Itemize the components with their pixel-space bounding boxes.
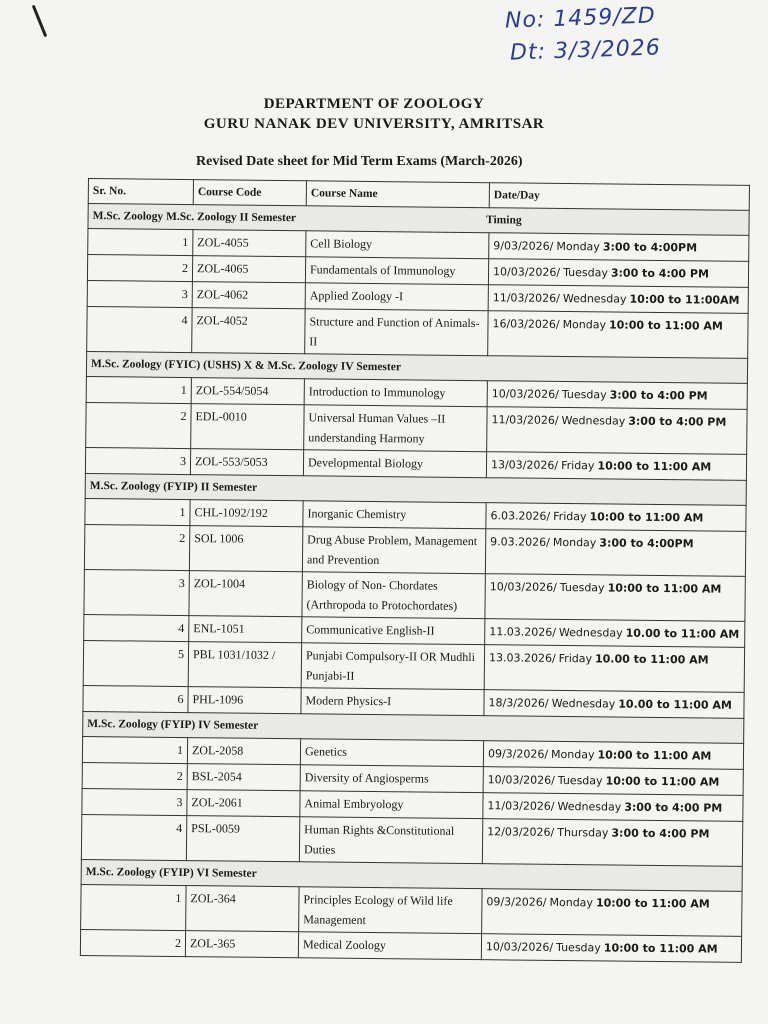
exam-date: 13/03/2026/ [490,458,559,472]
header-course-name: Course Name [306,181,489,208]
date-day-cell [485,619,745,648]
exam-date: 10/03/2026/ [491,387,559,401]
exam-date: 9/03/2026/ [493,239,554,253]
sr-no-cell: 5 [83,640,188,686]
course-name-cell: Genetics [300,739,483,767]
course-code-cell: ZOL-2061 [187,790,300,817]
exam-time: 10:00 to 11:00 AM [597,748,712,763]
exam-day: Tuesday [561,387,607,402]
section-title: M.Sc. Zoology (FYIC) (USHS) X & M.Sc. Zoology IV Semester [90,358,402,374]
exam-date: 09/3/2026/ [487,747,549,761]
date-day-cell [486,452,746,481]
exam-time: 10:00 to 11:00 AM [607,581,722,596]
course-name-cell: Fundamentals of Immunology [305,257,488,285]
course-name-cell: Inorganic Chemistry [303,501,486,529]
course-code-cell: BSL-2054 [187,764,300,791]
course-name-cell: Universal Human Values –II understanding Harmony [304,405,487,452]
exam-time: 10:00 to 11:00 AM [595,896,710,911]
exam-time: 3:00 to 4:00 PM [610,266,710,281]
course-name-cell: Diversity of Angiosperms [300,765,483,793]
exam-day: Wednesday [562,291,627,306]
course-name-cell: Communicative English-II [302,617,485,645]
exam-time: 10.00 to 11:00 AM [618,697,732,712]
date-day-cell [485,529,745,577]
date-day-cell [482,889,742,937]
course-code-cell: ZOL-2058 [187,738,300,765]
exam-time: 3:00 to 4:00 PM [611,826,710,841]
course-code-cell: ZOL-4065 [192,256,305,283]
sr-no-cell: 1 [85,498,190,525]
exam-day: Monday [556,239,600,254]
exam-time: 10:00 to 11:00 AM [603,941,718,956]
sr-no-cell: 2 [87,255,192,282]
section-title: M.Sc. Zoology M.Sc. Zoology II Semester [92,210,297,225]
course-name-cell: Modern Physics-I [301,688,484,716]
handwritten-ref-number: No: 1459/ZD [504,3,657,34]
exam-date: 10/03/2026/ [487,773,555,787]
course-name-cell: Biology of Non- Chordates (Arthropoda to Protochordates) [302,572,485,619]
date-day-cell [488,311,748,359]
sr-no-cell: 4 [84,614,189,641]
course-code-cell: ZOL-4062 [192,282,305,309]
date-day-cell [483,793,743,822]
exam-day: Friday [553,509,587,524]
table-row [83,640,744,692]
exam-day: Thursday [557,825,609,840]
exam-time: 10.00 to 11:00 AM [594,652,709,667]
sr-no-cell: 3 [84,569,189,615]
course-name-cell: Drug Abuse Problem, Management and Prevention [302,527,485,574]
sr-no-cell: 1 [82,736,187,763]
datesheet-table [80,178,750,963]
course-code-cell: ZOL-4055 [193,230,306,257]
sr-no-cell: 4 [87,306,192,352]
exam-day: Tuesday [559,580,605,595]
exam-date: 09/3/2026/ [486,895,547,909]
exam-date: 10/03/2026/ [485,940,554,954]
header-sr-no: Sr. No. [88,179,193,205]
date-day-cell [487,407,747,455]
course-code-cell: ENL-1051 [189,616,302,643]
exam-day: Wednesday [558,625,623,640]
exam-time: 10:00 to 11:00AM [629,292,740,307]
table-row [81,814,742,866]
exam-time: 10.00 to 11:00 AM [625,626,740,641]
date-day-cell [483,767,743,796]
exam-time: 3:00 to 4:00 PM [628,414,727,429]
table-row [84,569,745,621]
exam-date: 10/03/2026/ [489,580,557,594]
table-row [84,524,745,576]
date-day-cell [488,259,748,288]
date-day-cell [486,503,746,532]
sr-no-cell: 2 [86,402,191,448]
sr-no-cell: 4 [81,814,186,860]
exam-time: 10:00 to 11:00 AM [605,774,720,789]
pen-mark [32,5,48,38]
course-code-cell: ZOL-365 [185,931,298,958]
course-name-cell: Medical Zoology [298,932,481,960]
section-title: M.Sc. Zoology (FYIP) VI Semester [85,866,257,880]
sr-no-cell: 2 [84,524,189,570]
course-name-cell: Punjabi Compulsory-II OR Mudhli Punjabi-II [301,643,484,690]
course-code-cell: CHL-1092/192 [190,500,303,527]
sr-no-cell: 6 [83,685,188,712]
sr-no-cell: 1 [88,229,193,256]
sr-no-cell: 3 [85,447,190,474]
exam-time: 10:00 to 11:00 AM [589,510,704,525]
table-row [87,306,748,358]
course-code-cell: ZOL-553/5053 [190,449,303,476]
exam-date: 10/03/2026/ [492,265,561,279]
course-code-cell: PSL-0059 [186,816,299,862]
exam-day: Tuesday [557,773,603,788]
exam-day: Wednesday [557,799,622,814]
exam-date: 11/03/2026/ [492,291,560,305]
course-code-cell: SOL 1006 [189,526,302,572]
sr-no-cell: 3 [87,280,192,307]
course-name-cell: Human Rights &Constitutional Duties [299,817,482,864]
date-day-cell [481,934,741,963]
course-code-cell: EDL-0010 [191,404,304,450]
sr-no-cell: 1 [81,884,186,930]
header-course-code: Course Code [193,180,306,206]
exam-date: 16/03/2026/ [492,317,560,331]
date-day-cell [485,574,745,622]
exam-time: 3:00 to 4:00PM [602,240,698,255]
exam-day: Wednesday [561,413,626,428]
course-code-cell: ZOL-4052 [192,308,305,354]
course-name-cell: Structure and Function of Animals-II [305,309,488,356]
exam-day: Monday [552,535,597,550]
document-subtitle: Revised Date sheet for Mid Term Exams (March-2026) [196,154,523,169]
section-title: M.Sc. Zoology (FYIP) IV Semester [87,718,259,732]
course-name-cell: Developmental Biology [303,450,486,478]
sr-no-cell: 2 [82,762,187,789]
exam-date: 12/03/2026/ [487,825,555,839]
course-code-cell: PHL-1096 [188,687,301,714]
exam-day: Monday [562,317,607,332]
timing-label: Timing [485,214,522,227]
exam-day: Monday [551,747,595,762]
sr-no-cell: 2 [80,929,185,956]
exam-day: Tuesday [563,265,608,280]
exam-day: Wednesday [551,696,616,711]
table-row [80,929,741,962]
exam-day: Friday [558,651,593,666]
university-heading: GURU NANAK DEV UNIVERSITY, AMRITSAR [203,116,545,132]
exam-time: 3:00 to 4:00PM [599,536,694,551]
date-day-cell [484,645,744,693]
exam-date: 18/3/2026/ [488,696,549,710]
exam-day: Tuesday [556,940,601,955]
date-day-cell [489,233,749,262]
exam-day: Monday [549,895,594,910]
exam-date: 9.03.2026/ [490,535,550,549]
exam-time: 3:00 to 4:00 PM [609,388,708,403]
date-day-cell [484,690,744,719]
section-title: M.Sc. Zoology (FYIP) II Semester [89,480,258,494]
sr-no-cell: 1 [86,376,191,403]
department-heading: DEPARTMENT OF ZOOLOGY [263,96,485,112]
table-row [86,402,747,454]
course-name-cell: Introduction to Immunology [304,379,487,407]
course-name-cell: Animal Embryology [300,791,483,819]
exam-date: 6.03.2026/ [490,509,551,523]
exam-date: 13.03.2026/ [488,651,556,665]
exam-date: 11.03.2026/ [489,625,557,639]
course-code-cell: ZOL-1004 [189,571,302,617]
header-date-day: Date/Day [489,183,749,211]
course-code-cell: ZOL-364 [186,886,299,932]
exam-time: 10:00 to 11:00 AM [597,459,712,474]
exam-time: 3:00 to 4:00 PM [624,800,723,815]
date-day-cell [488,285,748,314]
table-row [81,884,742,936]
date-day-cell [487,381,747,410]
date-day-cell [482,819,742,867]
course-name-cell: Cell Biology [306,231,489,259]
course-code-cell: PBL 1031/1032 / [188,642,301,688]
table-body [80,204,749,963]
handwritten-date: Dt: 3/3/2026 [509,35,662,66]
sr-no-cell: 3 [82,788,187,815]
exam-time: 10:00 to 11:00 AM [608,318,723,333]
date-day-cell [483,741,743,770]
course-code-cell: ZOL-554/5054 [191,378,304,405]
course-name-cell: Principles Ecology of Wild life Management [299,887,482,934]
course-name-cell: Applied Zoology -I [305,283,488,311]
exam-date: 11/03/2026/ [491,413,559,427]
exam-day: Friday [561,458,595,473]
exam-date: 11/03/2026/ [487,799,555,813]
